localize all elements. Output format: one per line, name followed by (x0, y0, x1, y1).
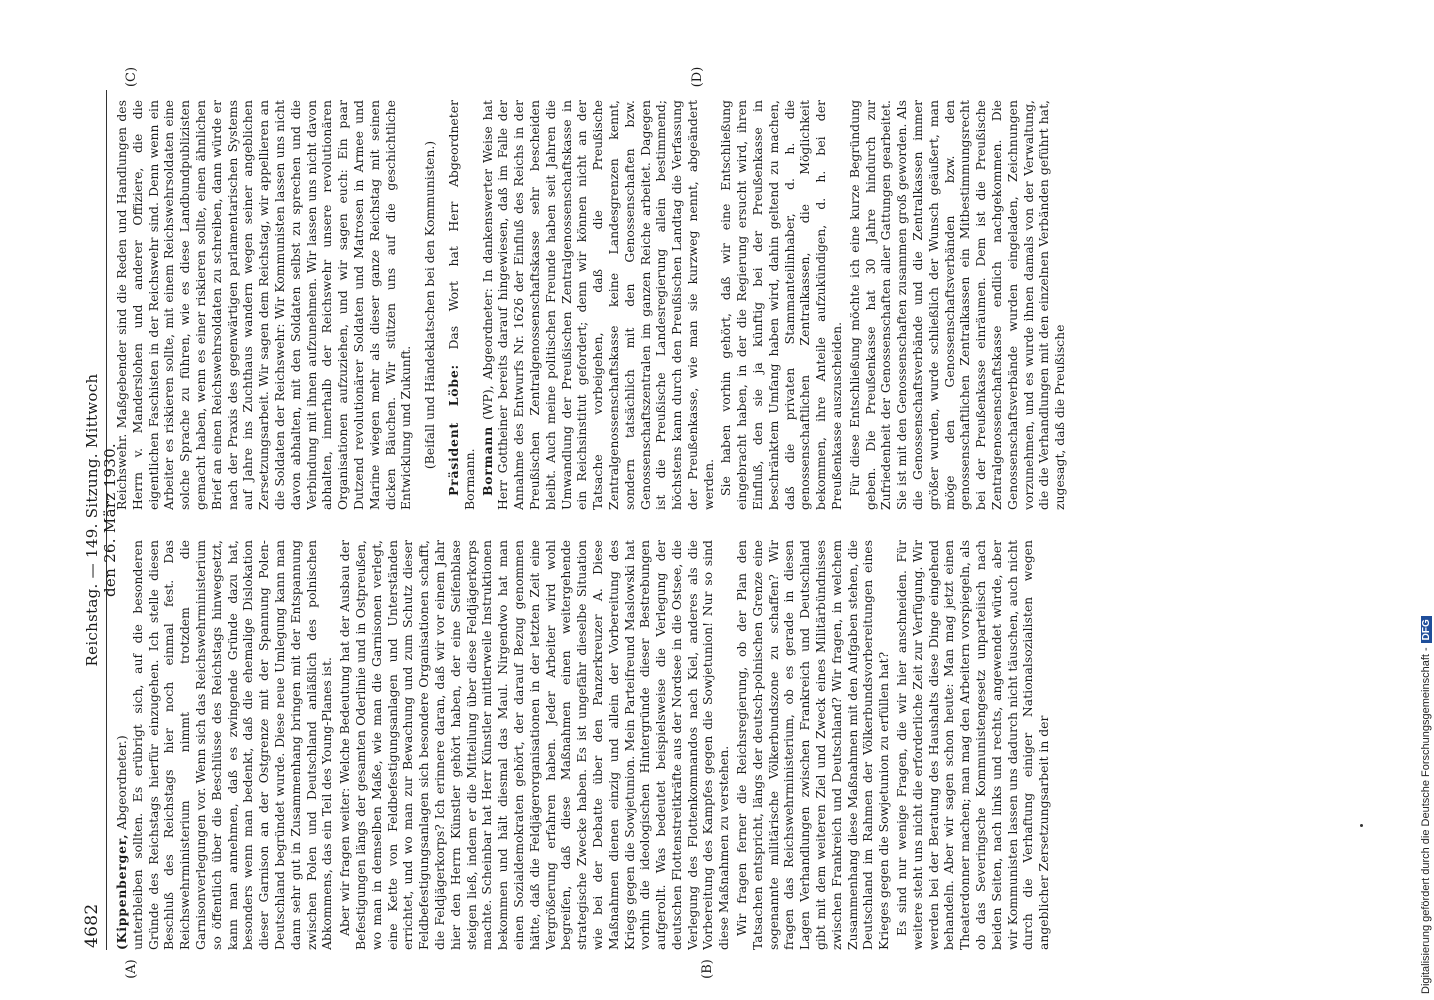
left-column (114, 540, 1334, 950)
paragraph (114, 540, 335, 950)
credit-text: Digitalisierung gefördert durch die Deutsche Forschungsgemeinschaft - (1420, 647, 1432, 994)
scan-speck (1360, 824, 1363, 827)
margin-marker-d: (D) (690, 66, 705, 88)
paragraph: Wir fragen ferner die Reichsregierung, ob der Plan den Tatsachen entspricht, längs der deutsch-polnischen Grenze eine sogenannte militärische Völkerbundszone zu schaffen? Wir fragen das Reichswehrministerium, ob es gerade in diesen Lagen Verhandlungen zwischen Frankreich und Deutschland gibt mit dem weiteren Ziel und Zweck eines Militärbündnisses zwischen Frankreich und Deutschland? Wir fragen, in welchem Zusammenhang diese Maßnahmen mit den Aufgaben stehen, die Deutschland im Rahmen der Völkerbundsvorbereitungen eines Krieges gegen die Sowjetunion zu erfüllen hat? (734, 540, 892, 950)
speaker-role: Abgeordneter.) (114, 735, 129, 830)
paragraph (480, 100, 717, 510)
right-column (114, 100, 1334, 510)
dfg-logo: DFG (1421, 616, 1432, 643)
paragraph-text: Das Wort hat Herr Abgeordneter Bormann. (445, 100, 477, 510)
paragraph: Es sind nur wenige Fragen, die wir hier anschneiden. Für weitere steht uns nicht die erforderliche Zeit zur Verfügung. Wir werden bei der Beratung des Haushalts diese Dinge eingehend behandeln. Aber wir sagen schon heute: Man mag jetzt einen Theaterdonner machen; man mag den Arbeitern vorspiegeln, als ob das Severingsche Kommunistengesetz unparteiisch nach beiden Seiten, nach links und rechts, angewendet würde, aber wir Kommunisten lassen uns dadurch nicht täuschen, auch nicht durch die Verhaftung einiger Nationalsozialisten wegen angeblicher Zersetzungsarbeit in der (894, 540, 1052, 950)
paragraph: Für diese Entschließung möchte ich eine kurze Begründung geben. Die Preußenkasse hat 30 Jahre hindurch zur Zufriedenheit der Genossenschaften aller Gattungen gearbeitet. Sie ist mit den Genossenschaften zusammen groß geworden. Als die Genossenschaftsverbände und die Zentralkassen immer größer wurden, wurde schließlich der Wunsch geäußert, man möge den Genossenschaftsverbänden bzw. den genossenschaftlichen Zentralkassen ein Mitbestimmungsrecht bei der Preußenkasse einräumen. Dem ist die Preußische Zentralgenossenschaftskasse endlich nachgekommen. Die Genossenschaftsverbände wurden eingeladen, Zeichnungen vorzunehmen, und es wurde ihnen damals von der Verwaltung, die die Verhandlungen mit den einzelnen Verbänden geführt hat, zugesagt, daß die Preußische (846, 100, 1068, 510)
speaker-role: (WP), Abgeordneter: (479, 288, 495, 421)
digitization-credit (1420, 616, 1432, 994)
margin-marker-c: (C) (124, 66, 139, 88)
paragraph: Sie haben vorhin gehört, daß wir eine Entschließung eingebracht haben, in der die Regierung ersucht wird, ihren Einfluß, den sie ja künftig bei der Preußenkasse in beschränktem Umfang haben wird, dahin geltend zu machen, daß die privaten Stammanteilinhaber, d. h. die genossenschaftlichen Zentralkassen, die Möglichkeit bekommen, ihre Anteile aufzukündigen, d. h. bei der Preußenkasse auszuscheiden. (718, 100, 845, 510)
page-number: 4682 (82, 903, 102, 948)
page-header (80, 90, 119, 950)
paragraph-text: In dankenswerter Weise hat Herr Gottheiner bereits darauf hingewiesen, daß im Falle der Annahme des Entwurfs Nr. 1626 der Einfluß des Reichs in der Preußischen Zentralgenossenschaftskasse sehr bescheiden bleibt. Auch meine politischen Freunde haben seit Jahren die Umwandlung der Preußischen Zentralgenossenschaftskasse in ein Reichsinstitut gefordert; denn wir können nicht an der Tatsache vorbeigehen, daß die Preußische Zentralgenossenschaftskasse keine Landesgrenzen kennt, sondern tatsächlich mit den Genossenschaften bzw. Genossenschaftszentralen im ganzen Reiche arbeitet. Dagegen ist die Preußische Landesregierung allein bestimmend; höchstens kann durch den Preußischen Landtag die Verfassung der Preußenkasse, wie man sie kurzweg nennt, abgeändert werden. (479, 100, 716, 510)
paragraph-text: unterbleiben sollten. Es erübrigt sich, auf die besonderen Gründe des Reichstags hierfür einzugehen. Ich stelle diesen Beschluß des Reichstags hier noch einmal fest. Das Reichswehrministerium nimmt trotzdem die Garnisonverlegungen vor. Wenn sich das Reichswehrministerium so öffentlich über die Beschlüsse des Reichstags hinwegsetzt, kann man annehmen, daß es zwingende Gründe dazu hat, besonders wenn man bedenkt, daß die ehemalige Dislokation dieser Garnison an der Ostgrenze mit der Spannung Polen-Deutschland begründet wurde. Diese neue Umlegung kann man dann sehr gut in Zusammenhang bringen mit der Entspannung zwischen Polen und Deutschland anläßlich des polnischen Abkommens, das ein Teil des Young-Planes ist. (129, 540, 335, 950)
margin-marker-a: (A) (124, 959, 139, 979)
paragraph: Reichswehr. Maßgebender sind die Reden und Handlungen des Herrn v. Manderslohen und anderer Offiziere, die die eigentlichen Faschisten in der Reichswehr sind. Denn wenn ein Arbeiter es riskieren sollte, mit einem Reichswehrsoldaten eine solche Sprache zu führen, wie es diese Landbundpublizisten gemacht haben, wenn es einer riskieren sollte, einen ähnlichen Brief an einen Reichswehrsoldaten zu schreiben, dann würde er nach der Praxis des gegenwärtigen parlamentarischen Systems auf Jahre ins Zuchthaus wandern wegen seiner angeblichen Zersetzungsarbeit. Wir sagen dem Reichstag, wir appellieren an die Soldaten der Reichswehr: Wir Kommunisten lassen uns nicht davon abhalten, mit den Soldaten selbst zu sprechen und die Verbindung mit ihnen aufzunehmen. Wir lassen uns nicht davon abhalten, innerhalb der Reichswehr unsere revolutionären Organisationen aufzuziehen, und wir sagen euch: Ein paar Dutzend revolutionärer Soldaten und Matrosen in Armee und Marine wiegen mehr als dieser ganze Reichstag mit seinen dicken Bäuchen. Wir stützen uns auf die geschichtliche Entwicklung und Zukunft. (114, 100, 414, 510)
paragraph (446, 100, 478, 510)
applause-note: (Beifall und Händeklatschen bei den Kommunisten.) (422, 140, 438, 470)
paragraph: Aber wir fragen weiter: Welche Bedeutung hat der Ausbau der Befestigungen längs der gesamten Oderlinie und in Ostpreußen, wo man in demselben Maße, wie man die Garnisonen verlegt, eine Kette von Feldbefestigungsanlagen und Unterständen errichtet, und wo man zur Bewachung und zum Schutz dieser Feldbefestigungsanlagen sich besondere Organisationen schafft, die Feldjägerkorps? Ich erinnere daran, daß wir vor einem Jahr hier den Herrn Künstler gehört haben, der eine Seifenblase steigen ließ, indem er die Mitteilung über diese Feldjägerkorps machte. Scheinbar hat Herr Künstler mittlerweile Instruktionen bekommen und hält diesmal das Maul. Nirgendwo hat man einen Sozialdemokraten gehört, der darauf Bezug genommen hätte, daß die Feldjägerorganisationen in der letzten Zeit eine Vergrößerung erfahren haben. Jeder Arbeiter wird wohl begreifen, daß diese Maßnahmen einen weitergehende strategische Zwecke haben. Es ist ungefähr dieselbe Situation wie bei der Debatte über den Panzerkreuzer A. Diese Maßnahmen dienen einzig und allein der Vorbereitung des Kriegs gegen die Sowjetunion. Mein Parteifreund Maslowski hat vorhin die ideologischen Hintergründe dieser Bestrebungen aufgerollt. Was bedeutet beispielsweise die Verlegung der deutschen Flottenstreitkräfte aus der Nordsee in die Ostsee, die Verlegung des Flottenkommandos nach Kiel, anderes als die Vorbereitung des Kampfes gegen die Sowjetunion! Nur so sind diese Maßnahmen zu verstehen. (337, 540, 732, 950)
speaker-name: Präsident Löbe: (445, 364, 461, 496)
speaker-name: (Kippenberger, (114, 833, 129, 950)
margin-marker-b: (B) (700, 959, 715, 979)
page-title: Reichstag. — 149. Sitzung. Mittwoch den 26. März 1930. (83, 373, 119, 667)
rotated-page (80, 66, 1340, 979)
speaker-name: Bormann (479, 425, 495, 496)
